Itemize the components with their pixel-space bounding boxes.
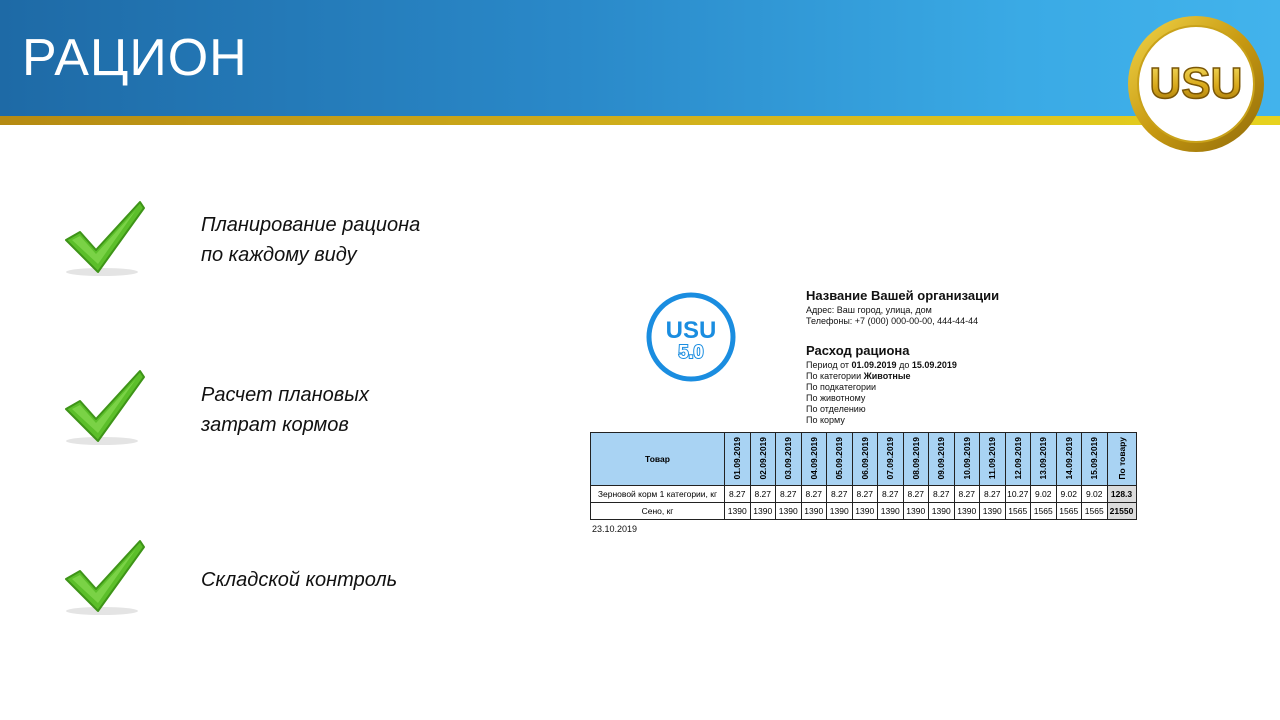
value-cell: 1390	[827, 503, 853, 520]
usu-report-logo	[646, 292, 736, 382]
feature-line: Расчет плановых	[201, 384, 369, 406]
date-header: 09.09.2019	[929, 433, 955, 486]
value-cell: 1390	[725, 503, 751, 520]
usu-badge-logo	[1126, 14, 1266, 154]
value-cell: 8.27	[725, 486, 751, 503]
feature-line: Планирование рациона	[201, 214, 421, 236]
table-header-row	[591, 433, 1137, 486]
value-cell: 8.27	[827, 486, 853, 503]
value-cell: 1565	[1056, 503, 1082, 520]
value-cell: 8.27	[980, 486, 1006, 503]
total-cell: 21550	[1107, 503, 1136, 520]
badge-text: USU	[1149, 59, 1243, 108]
value-cell: 8.27	[929, 486, 955, 503]
value-cell: 8.27	[750, 486, 776, 503]
value-cell: 9.02	[1031, 486, 1057, 503]
date-header: 07.09.2019	[878, 433, 904, 486]
date-header: 04.09.2019	[801, 433, 827, 486]
date-header: 05.09.2019	[827, 433, 853, 486]
date-header: 12.09.2019	[1005, 433, 1031, 486]
org-phones: Телефоны: +7 (000) 000-00-00, 444-44-44	[806, 316, 979, 326]
value-cell: 1390	[929, 503, 955, 520]
value-cell: 8.27	[852, 486, 878, 503]
date-header: 14.09.2019	[1056, 433, 1082, 486]
value-cell: 9.02	[1056, 486, 1082, 503]
item-name-cell: Сено, кг	[591, 503, 725, 520]
feature-line: затрат кормов	[201, 414, 349, 436]
value-cell: 8.27	[776, 486, 802, 503]
report-filter: По корму	[806, 415, 845, 425]
date-header: 11.09.2019	[980, 433, 1006, 486]
slide-title: РАЦИОН	[22, 29, 248, 87]
checkmark-icon	[58, 537, 150, 617]
checkmark-icon	[58, 367, 150, 447]
report-category: По категории Животные	[806, 371, 911, 381]
org-address: Адрес: Ваш город, улица, дом	[806, 305, 932, 315]
total-header: По товару	[1107, 433, 1136, 486]
feature-feed-cost	[201, 380, 369, 440]
date-header: 03.09.2019	[776, 433, 802, 486]
value-cell: 1390	[852, 503, 878, 520]
report-filter: По подкатегории	[806, 382, 877, 392]
value-cell: 1565	[1031, 503, 1057, 520]
date-header: 15.09.2019	[1082, 433, 1108, 486]
value-cell: 8.27	[903, 486, 929, 503]
report-filter: По животному	[806, 393, 866, 403]
feature-warehouse-control	[201, 565, 397, 595]
total-cell: 128.3	[1107, 486, 1136, 503]
value-cell: 1390	[954, 503, 980, 520]
value-cell: 10.27	[1005, 486, 1031, 503]
value-cell: 1390	[980, 503, 1006, 520]
checkmark-icon	[58, 198, 150, 278]
value-cell: 9.02	[1082, 486, 1108, 503]
value-cell: 8.27	[878, 486, 904, 503]
value-cell: 1390	[903, 503, 929, 520]
date-header: 13.09.2019	[1031, 433, 1057, 486]
ration-table	[590, 432, 1137, 520]
value-cell: 8.27	[801, 486, 827, 503]
value-cell: 1390	[801, 503, 827, 520]
value-cell: 1565	[1005, 503, 1031, 520]
date-header: 02.09.2019	[750, 433, 776, 486]
date-header: 08.09.2019	[903, 433, 929, 486]
report-filter: По отделению	[806, 404, 866, 414]
feature-ration-planning	[201, 210, 420, 270]
table-row	[591, 503, 1137, 520]
value-cell: 1390	[776, 503, 802, 520]
report-logo-text: USU	[665, 317, 717, 344]
feature-line: Складской контроль	[201, 569, 398, 591]
date-header: 06.09.2019	[852, 433, 878, 486]
value-cell: 1390	[750, 503, 776, 520]
report-logo-version: 5.0	[678, 342, 704, 362]
value-cell: 1390	[878, 503, 904, 520]
header-gold-stripe	[0, 116, 1280, 125]
value-cell: 8.27	[954, 486, 980, 503]
item-header: Товар	[591, 433, 725, 486]
report-period: Период от 01.09.2019 до 15.09.2019	[806, 360, 957, 370]
org-name: Название Вашей организации	[806, 288, 1000, 303]
item-name-cell: Зерновой корм 1 категории, кг	[591, 486, 725, 503]
date-header: 10.09.2019	[954, 433, 980, 486]
feature-line: по каждому виду	[201, 244, 357, 266]
date-header: 01.09.2019	[725, 433, 751, 486]
table-row	[591, 486, 1137, 503]
report-date: 23.10.2019	[592, 524, 638, 534]
value-cell: 1565	[1082, 503, 1108, 520]
report-title: Расход рациона	[806, 343, 910, 358]
